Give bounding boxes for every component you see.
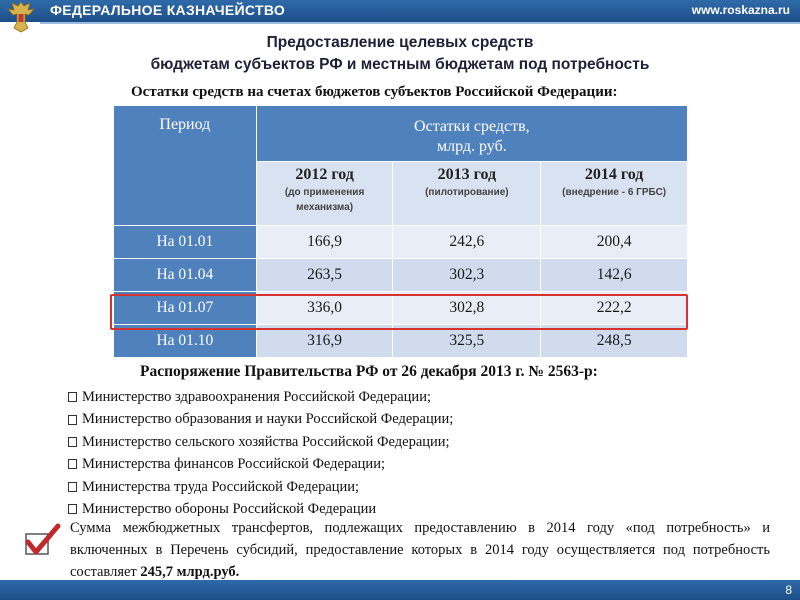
ministry-label: Министерства финансов Российской Федерации;: [82, 456, 385, 473]
value-cell: 263,5: [256, 259, 393, 292]
period-header: Период: [114, 106, 257, 226]
footer-bar: [0, 580, 800, 600]
table-row-highlighted: [114, 292, 688, 325]
remaining-funds-header: [256, 106, 687, 162]
value-cell: 222,2: [541, 292, 688, 325]
double-headed-eagle-icon: [6, 0, 36, 34]
ministries-list: [66, 386, 453, 520]
table-row: [114, 259, 688, 292]
year-note: (до применения: [284, 187, 365, 198]
value-cell: 200,4: [541, 226, 688, 259]
value-cell: 336,0: [256, 292, 393, 325]
year-label: 2013 год: [437, 166, 497, 183]
year-header-2012: [256, 162, 393, 226]
ministry-label: Министерство здравоохранения Российской Федерации;: [82, 389, 431, 405]
checkmark-icon: [22, 520, 62, 560]
row-label: На 01.01: [114, 226, 257, 259]
remaining-funds-table: [113, 105, 688, 358]
value-cell: 242,6: [393, 226, 541, 259]
value-cell: 302,3: [393, 259, 541, 292]
ministry-label: Министерство образования и науки Российской Федерации;: [82, 411, 454, 428]
checkbox-bullet-icon: [68, 482, 77, 492]
value-cell: 325,5: [393, 325, 541, 358]
page-title-line-2: бюджетам субъектов РФ и местным бюджетам под потребность: [150, 56, 650, 73]
year-note: (пилотирование): [425, 187, 509, 198]
ministry-label: Министерства труда Российской Федерации;: [82, 478, 360, 495]
year-note: механизма): [296, 202, 354, 213]
header-divider: [40, 22, 800, 24]
header-bar: [0, 0, 800, 22]
decree-heading: Распоряжение Правительства РФ от 26 декабря 2013 г. № 2563-р:: [140, 363, 598, 380]
checkbox-bullet-icon: [68, 392, 77, 402]
year-note: (внедрение - 6 ГРБС): [562, 187, 667, 198]
ministry-label: Министерство сельского хозяйства Российской Федерации;: [82, 433, 450, 450]
site-url[interactable]: www.roskazna.ru: [691, 3, 790, 17]
year-label: 2012 год: [295, 166, 354, 183]
row-label: На 01.04: [114, 259, 257, 292]
list-item: [66, 431, 453, 453]
table-subtitle: Остатки средств на счетах бюджетов субъектов Российской Федерации:: [131, 84, 618, 100]
list-item: [66, 408, 453, 430]
list-item: [66, 386, 453, 408]
list-item: [66, 453, 453, 475]
year-label: 2014 год: [584, 166, 644, 183]
checkbox-bullet-icon: [68, 504, 77, 514]
remaining-funds-header-line-2: млрд. руб.: [436, 137, 507, 155]
value-cell: 302,8: [393, 292, 541, 325]
remaining-funds-header-line-1: Остатки средств,: [414, 117, 530, 135]
year-header-2013: [393, 162, 541, 226]
checkbox-bullet-icon: [68, 459, 77, 469]
value-cell: 166,9: [256, 226, 393, 259]
table-row: [114, 226, 688, 259]
page-number: 8: [785, 583, 792, 597]
table-row: [114, 325, 688, 358]
value-cell: 248,5: [541, 325, 688, 358]
summary-amount: 245,7 млрд.руб.: [140, 564, 240, 580]
checkbox-bullet-icon: [68, 437, 77, 447]
list-item: [66, 476, 453, 498]
org-name: ФЕДЕРАЛЬНОЕ КАЗНАЧЕЙСТВО: [50, 2, 286, 18]
checkbox-bullet-icon: [68, 415, 77, 425]
row-label: На 01.10: [114, 325, 257, 358]
value-cell: 316,9: [256, 325, 393, 358]
page-title-line-1: Предоставление целевых средств: [266, 34, 534, 51]
value-cell: 142,6: [541, 259, 688, 292]
ministry-label: Министерство обороны Российской Федерации: [82, 501, 377, 518]
year-header-2014: [541, 162, 688, 226]
summary-paragraph: [70, 517, 770, 583]
summary-text: Сумма межбюджетных трансфертов, подлежащих предоставлению в 2014 году «под потребность» и включенных в Перечень субсидий, предоставление которых в 2014 году осуществляется под потребность составляет: [70, 520, 770, 580]
row-label: На 01.07: [114, 292, 257, 325]
